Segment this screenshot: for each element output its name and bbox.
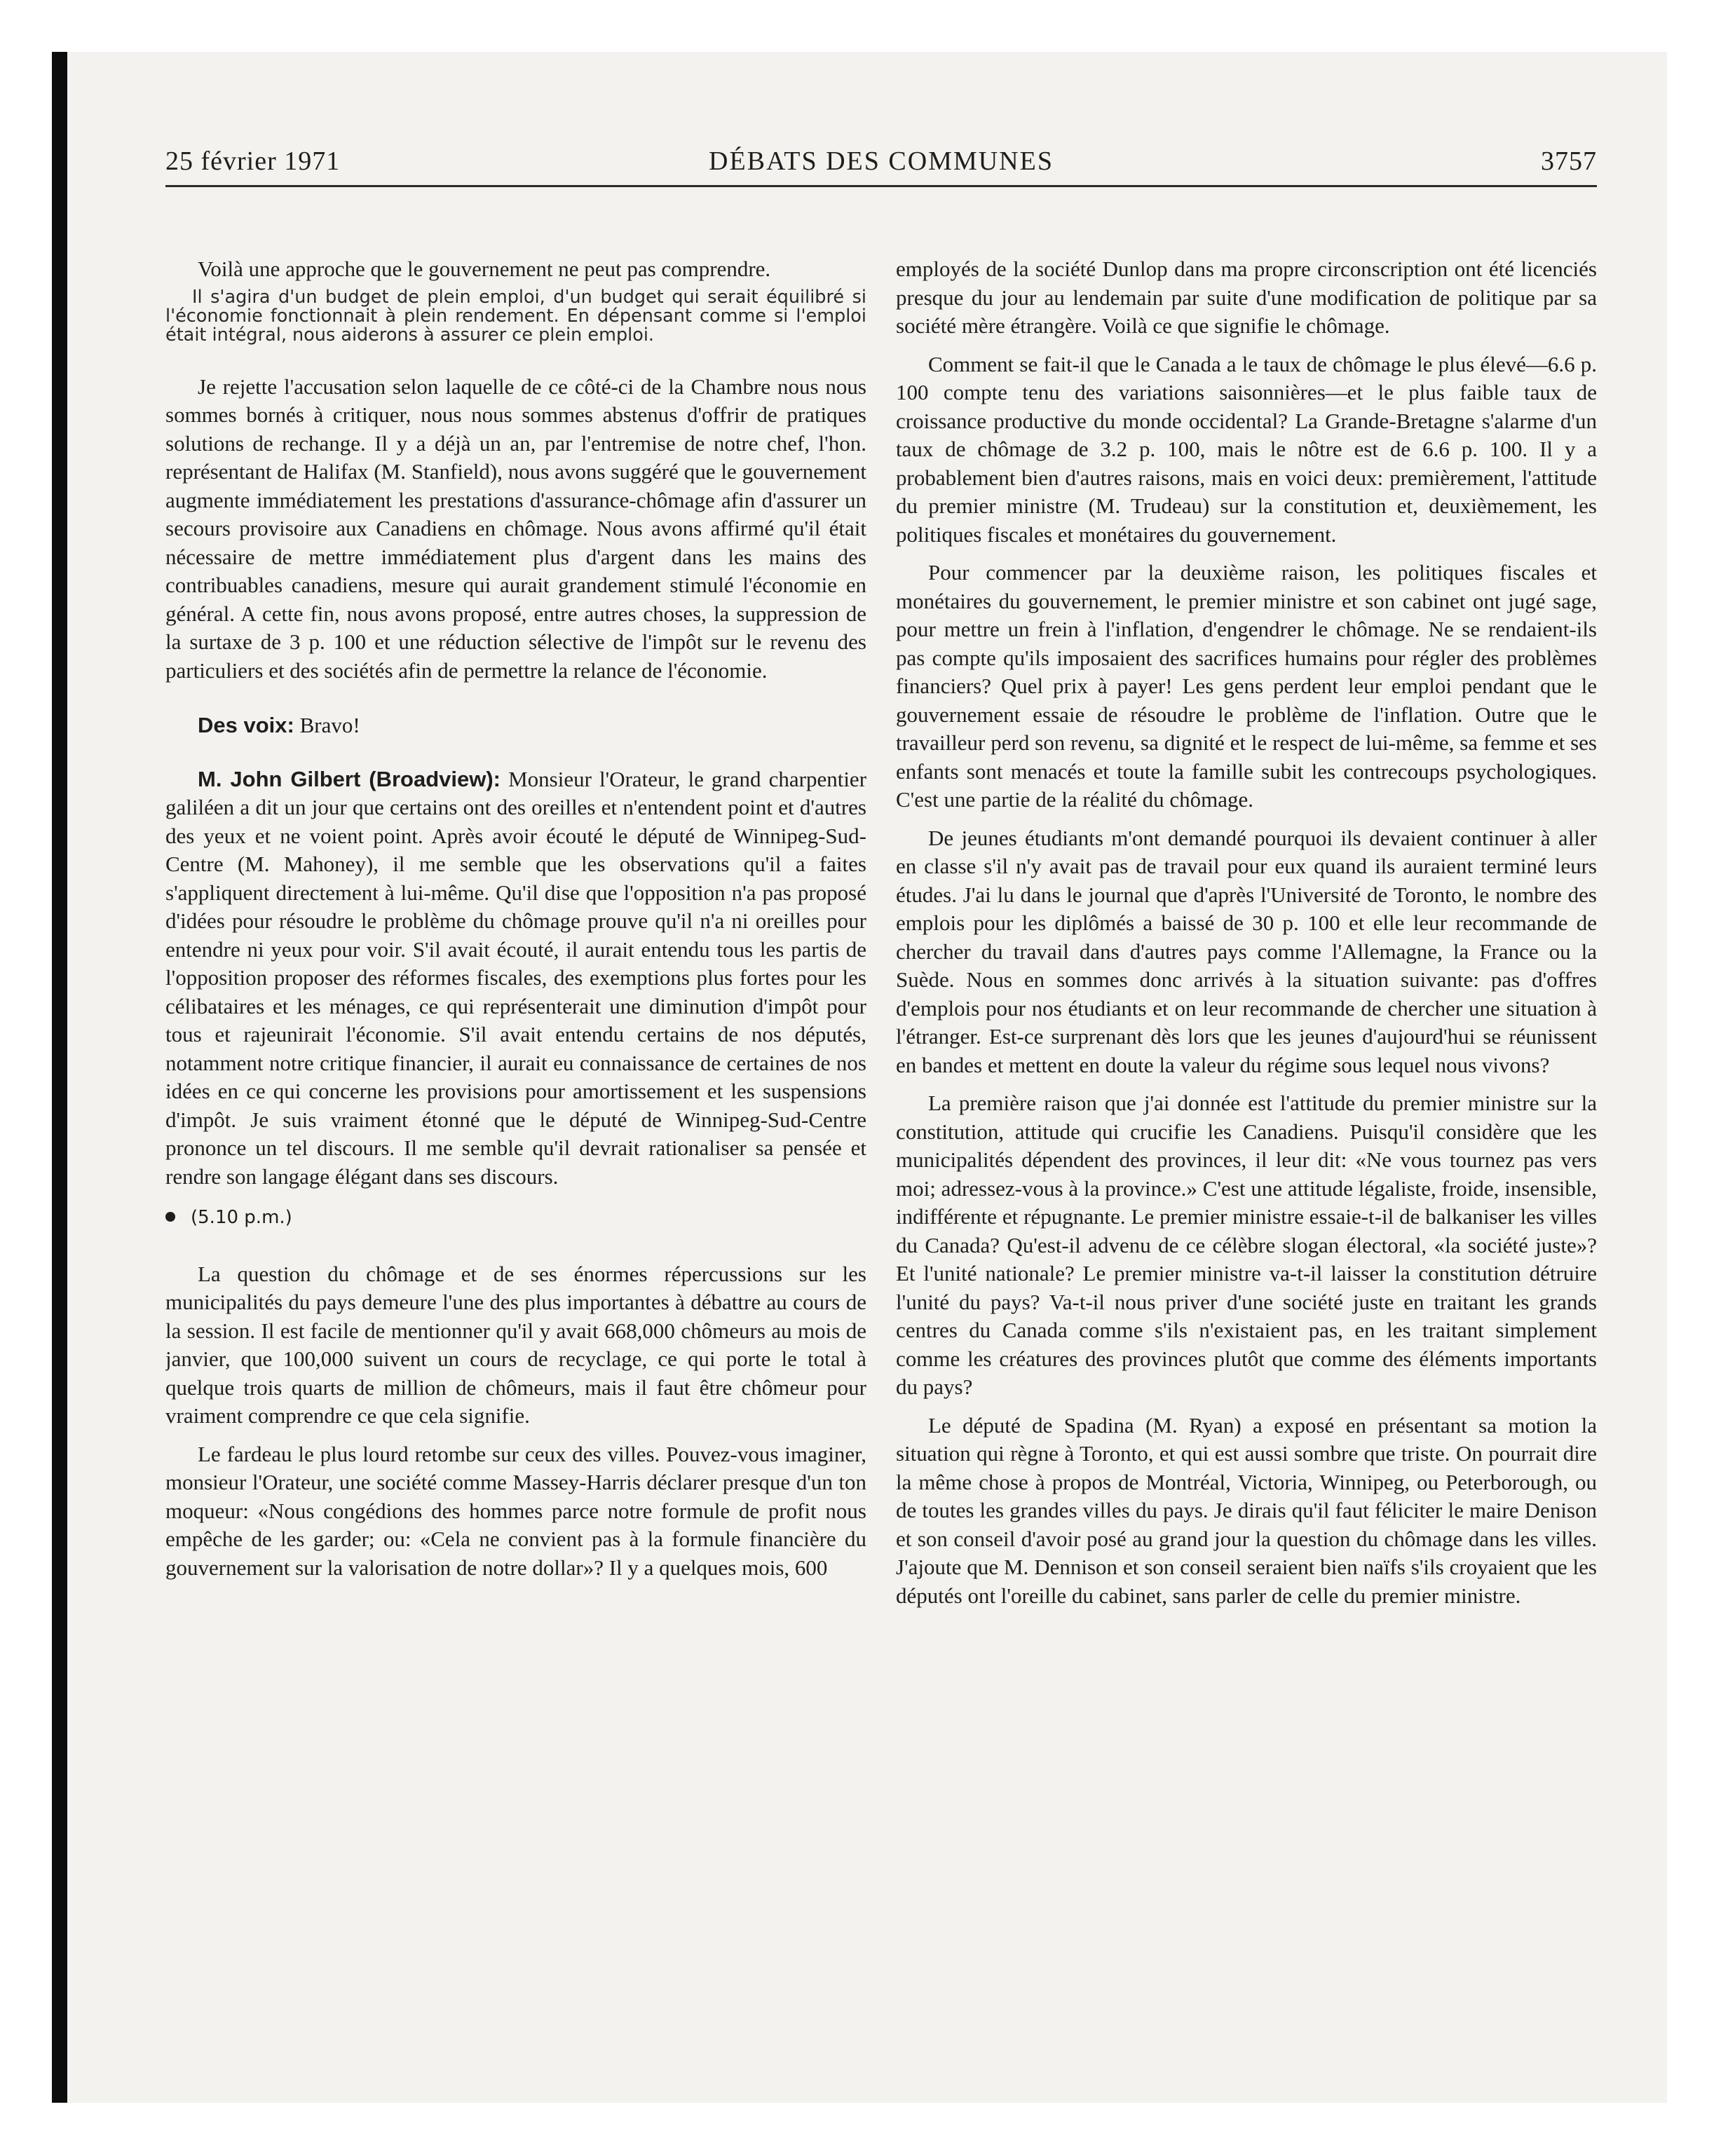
header-date: 25 février 1971	[165, 146, 341, 176]
bullet-icon	[165, 1212, 175, 1222]
paragraph: employés de la société Dunlop dans ma propre circonscription ont été licenciés presque du jour au lendemain par suite d'une modification de politique par sa société mère étrangère. Voilà ce que signifie le chômage.	[896, 257, 1597, 338]
speech-text: Monsieur l'Orateur, le grand charpentier galiléen a dit un jour que certains ont des oreilles et n'entendent point et d'autres des yeux et ne voient point. Après avoir écouté le député de Winnipeg-Sud-Centre (M. Mahoney), il me semble que les observations qu'il a faites s'appliquent directement à lui-même. Qu'il dise que l'opposition n'a pas proposé d'idées pour résoudre le problème du chômage prouve qu'il n'a ni oreilles pour entendre ni yeux pour voir. S'il avait écouté, il aurait entendu tous les partis de l'opposition proposer des réformes fiscales, des exemptions plus fortes pour les célibataires et les ménages, ce qui représenterait une diminution d'impôt pour tous et rajeunirait l'économie. S'il avait entendu certains de nos députés, notamment notre critique financier, il aurait eu connaissance de certaines de nos idées en ce qui concerne les provisions pour amortissement et les suspensions d'impôt. Je suis vraiment étonné que le député de Winnipeg-Sud-Centre prononce un tel discours. Il me semble qu'il devrait rationaliser sa pensée et rendre son langage élégant dans ses discours.	[165, 766, 866, 1189]
paragraph: Je rejette l'accusation selon laquelle de ce côté-ci de la Chambre nous nous sommes bornés à critiquer, nous nous sommes abstenus d'offrir de pratiques solutions de rechange. Il y a déjà un an, par l'entremise de notre chef, l'hon. représentant de Halifax (M. Stanfield), nous avons suggéré que le gouvernement augmente immédiatement les prestations d'assurance-chômage afin d'assurer un secours provisoire aux Canadiens en chômage. Nous avons affirmé qu'il était nécessaire de mettre immédiatement plus d'argent dans les mains des contribuables canadiens, mesure qui aurait grandement stimulé l'économie en général. A cette fin, nous avons proposé, entre autres choses, la suppression de la surtaxe de 3 p. 100 et une réduction sélective de l'impôt sur le revenu des particuliers et des sociétés afin de permettre la relance de l'économie.	[165, 374, 866, 683]
paragraph: Le député de Spadina (M. Ryan) a exposé en présentant sa motion la situation qui règne à Toronto, et qui est aussi sombre que triste. On pourrait dire la même chose à propos de Montréal, Victoria, Winnipeg, ou Peterborough, ou de toutes les grandes villes du pays. Je dirais qu'il faut féliciter le maire Denison et son conseil d'avoir posé au grand jour la question du chômage dans les villes. J'ajoute que M. Dennison et son conseil seraient bien naïfs s'ils croyaient que les députés ont l'oreille du cabinet, sans parler de celle du premier ministre.	[896, 1412, 1597, 1608]
scan-border	[52, 52, 67, 2103]
interjection	[165, 711, 866, 740]
paragraph: De jeunes étudiants m'ont demandé pourquoi ils devaient continuer à aller en classe s'il n'y avait pas de travail pour eux quand ils auraient terminé leurs études. J'ai lu dans le journal que d'après l'Université de Toronto, le nombre des emplois pour les diplômés a baissé de 30 p. 100 et elle leur recommande de chercher du travail dans d'autres pays comme l'Allemagne, la France ou la Suède. Nous en sommes donc arrivés à la situation suivante: pas d'offres d'emplois pour nos étudiants et on leur recommande de chercher une situation à l'étranger. Est-ce surprenant dès lors que les jeunes d'aujourd'hui se réunissent en bandes et mettent en doute la valeur du régime sous lequel nous vivons?	[896, 825, 1597, 1077]
page-header	[165, 146, 1597, 187]
quoted-text: Il s'agira d'un budget de plein emploi, d'un budget qui serait équilibré si l'économie fonctionnait à plein rendement. En dépensant comme si l'emploi était intégral, nous aiderons à assurer ce plein emploi.	[165, 286, 866, 346]
paragraph: Le fardeau le plus lourd retombe sur ceux des villes. Pouvez-vous imaginer, monsieur l'Orateur, une société comme Massey-Harris déclarer presque d'un ton moqueur: «Nous congédions des hommes parce notre formule de profit nous empêche de les garder; ou: «Cela ne convient pas à la formule financière du gouvernement sur la valorisation de notre dollar»? Il y a quelques mois, 600	[165, 1441, 866, 1580]
speech	[165, 765, 866, 1192]
header-title: DÉBATS DES COMMUNES	[709, 146, 1054, 176]
paragraph: Comment se fait-il que le Canada a le taux de chômage le plus élevé—6.6 p. 100 compte tenu des variations saisonnières—et le plus faible taux de croissance productive du monde occidental? La Grande-Bretagne s'alarme d'un taux de chômage de 3.2 p. 100, mais le nôtre est de 6.6 p. 100. Il y a probablement bien d'autres raisons, mais en voici deux: premièrement, l'attitude du premier ministre (M. Trudeau) sur la constitution et, deuxièmement, les politiques fiscales et monétaires du gouvernement.	[896, 351, 1597, 547]
paragraph: Pour commencer par la deuxième raison, les politiques fiscales et monétaires du gouvernement, le premier ministre et son cabinet ont jugé sage, pour mettre un frein à l'inflation, d'engendrer le chômage. Ne se rendaient-ils pas compte qu'ils imposaient des sacrifices humains pour régler des problèmes financiers? Quel prix à payer! Les gens perdent leur emploi pendant que le gouvernement essaie de résoudre le problème de l'inflation. Outre que le travailleur perd son revenu, sa dignité et le respect de lui-même, sa femme et ses enfants sont menacés et toute la famille subit les contrecoups psychologiques. C'est une partie de la réalité du chômage.	[896, 560, 1597, 812]
paragraph: Voilà une approche que le gouvernement ne peut pas comprendre.	[198, 257, 771, 281]
timestamp	[165, 1203, 866, 1232]
speaker-label: Des voix:	[198, 713, 294, 737]
speaker-label: M. John Gilbert (Broadview):	[198, 766, 501, 791]
interjection-text: Bravo!	[299, 713, 360, 737]
page-number: 3757	[1541, 146, 1597, 176]
paragraph: La première raison que j'ai donnée est l'attitude du premier ministre sur la constitution, attitude qui crucifie les Canadiens. Puisqu'il considère que les municipalités dépendent des provinces, il leur dit: «Ne vous tournez pas vers moi; adressez-vous à la province.» C'est une attitude légaliste, froide, insensible, indifférente et répugnante. Le premier ministre essaie-t-il de balkaniser les villes du Canada? Qu'est-il advenu de ce célèbre slogan électoral, «la société juste»? Et l'unité nationale? Le premier ministre va-t-il laisser la constitution détruire l'unité du pays? Va-t-il nous priver d'une société juste en traitant les grands centres du Canada comme s'ils n'existaient pas, en les traitant simplement comme les créatures des provinces plutôt que comme des éléments importants du pays?	[896, 1091, 1597, 1399]
right-column	[896, 255, 1597, 2007]
paragraph: La question du chômage et de ses énormes répercussions sur les municipalités du pays demeure l'une des plus importantes à débattre au cours de la session. Il est facile de mentionner qu'il y avait 668,000 chômeurs au mois de janvier, que 100,000 suivent un cours de recyclage, ce qui porte le total à quelque trois quarts de million de chômeurs, mais il faut être chômeur pour vraiment comprendre ce que cela signifie.	[165, 1261, 866, 1428]
left-column	[165, 255, 866, 2007]
timestamp-text: (5.10 p.m.)	[191, 1207, 292, 1228]
